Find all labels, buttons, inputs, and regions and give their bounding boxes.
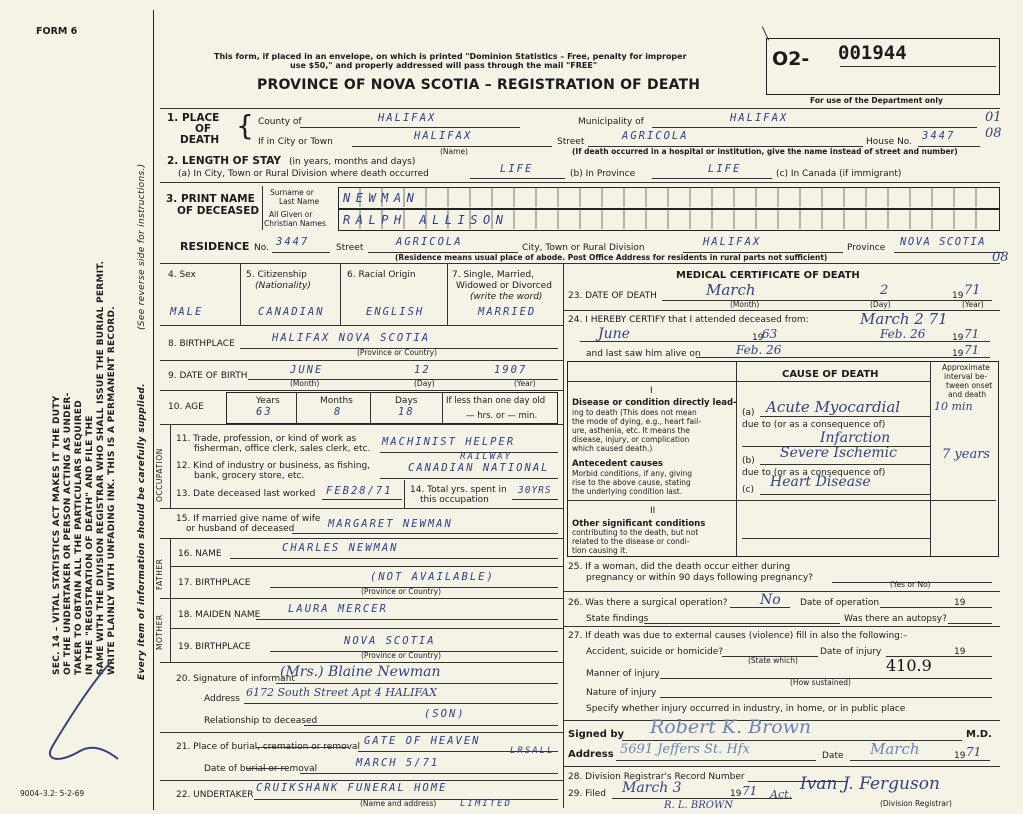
dod-year-sub: (Year) bbox=[962, 300, 984, 309]
birthplace-sub: (Province or Country) bbox=[357, 348, 437, 357]
age-label: 10. AGE bbox=[168, 402, 204, 412]
industry-label-2: bank, grocery store, etc. bbox=[194, 471, 305, 481]
last-worked-value: FEB28/71 bbox=[326, 485, 393, 497]
mother-name-label: 18. MAIDEN NAME bbox=[178, 610, 261, 620]
antecedent-3: rise to the above cause, stating bbox=[572, 478, 691, 487]
attend-from-year: 63 bbox=[762, 327, 778, 341]
dob-month-sub: (Month) bbox=[290, 379, 320, 388]
residence-label: RESIDENCE bbox=[180, 240, 250, 253]
stay-sub: (in years, months and days) bbox=[289, 157, 416, 167]
side-note-8: (See reverse side for instructions.) bbox=[137, 163, 147, 330]
approx-label-4: and death bbox=[948, 390, 987, 399]
approx-label: Approximate bbox=[942, 363, 990, 372]
side-note-3: TAKER TO OBTAIN ALL THE PARTICULARS REQUIRED bbox=[74, 399, 84, 675]
q27-label: 27. If death was due to external causes (violence) fill in also the following:– bbox=[568, 631, 908, 641]
marital-label-2: Widowed or Divorced bbox=[456, 281, 552, 291]
dob-label: 9. DATE OF BIRTH bbox=[168, 371, 248, 381]
registrar-sub: (Division Registrar) bbox=[880, 799, 952, 808]
informant-sig-label: 20. Signature of informant bbox=[176, 674, 295, 684]
physician-address-label: Address bbox=[568, 749, 614, 760]
dept-use-note: For use of the Department only bbox=[810, 96, 943, 105]
relation-label: Relationship to deceased bbox=[204, 716, 318, 726]
approx-label-3: tween onset bbox=[946, 381, 993, 390]
residence-note: (Residence means usual place of abode. Post Office Address for residents in rural parts not sufficient) bbox=[395, 253, 828, 262]
physician-address: 5691 Jeffers St. Hfx bbox=[620, 742, 750, 757]
last-saw-year: 71 bbox=[964, 343, 980, 357]
envelope-note-2: use $50," and properly addressed will pass through the mail "FREE" bbox=[290, 61, 597, 70]
house-value: 3447 bbox=[922, 130, 956, 142]
age-months-label: Months bbox=[320, 396, 353, 406]
registrar-record-label: 28. Division Registrar's Record Number bbox=[568, 772, 745, 782]
code-410: 410.9 bbox=[886, 656, 932, 675]
less-day-value: — hrs. or — min. bbox=[466, 411, 538, 421]
trade-label: 11. Trade, profession, or kind of work as bbox=[176, 434, 357, 444]
residence-province-label: Province bbox=[847, 243, 886, 253]
filed-label: 29. Filed bbox=[568, 789, 606, 799]
injury-19: 19 bbox=[954, 647, 966, 657]
years-spent-label-2: this occupation bbox=[420, 495, 489, 505]
column-divider bbox=[563, 263, 564, 808]
cert-date-value: March bbox=[870, 740, 920, 758]
dob-day-sub: (Day) bbox=[414, 379, 435, 388]
op-19: 19 bbox=[954, 598, 966, 608]
registrar-prefix: Act. bbox=[770, 788, 793, 801]
burial-date-value: MARCH 5/71 bbox=[356, 757, 440, 769]
autopsy-label: Was there an autopsy? bbox=[844, 614, 947, 624]
dob-year-sub: (Year) bbox=[514, 379, 536, 388]
informant-address: 6172 South Street Apt 4 HALIFAX bbox=[246, 686, 437, 699]
dod-year-value: 71 bbox=[964, 283, 981, 298]
last-saw-label: and last saw him alive on bbox=[586, 349, 701, 359]
residence-province-value: NOVA SCOTIA bbox=[900, 236, 987, 248]
racial-label: 6. Racial Origin bbox=[347, 270, 416, 280]
envelope-note: This form, if placed in an envelope, on which is printed "Dominion Statistics – Free, penalty for improper bbox=[214, 52, 687, 61]
father-birth-value: (NOT AVAILABLE) bbox=[370, 571, 495, 583]
relation-value: (SON) bbox=[424, 708, 466, 720]
side-note-2: OF THE UNDERTAKER OR PERSON ACTING AS UNDER- bbox=[63, 392, 73, 675]
cert-19: 19 bbox=[954, 751, 966, 761]
mother-name-value: LAURA MERCER bbox=[288, 603, 388, 615]
state-which-sub: (State which) bbox=[748, 656, 798, 665]
form-title: PROVINCE OF NOVA SCOTIA – REGISTRATION OF DEATH bbox=[257, 77, 701, 93]
street-label: Street bbox=[557, 137, 585, 147]
q26-answer: No bbox=[760, 592, 781, 608]
reg-prefix: O2- bbox=[772, 48, 810, 70]
trade-label-2: fisherman, office clerk, sales clerk, etc. bbox=[194, 444, 371, 454]
cause-b-value: Severe Ischemic bbox=[780, 445, 897, 461]
father-birth-label: 17. BIRTHPLACE bbox=[178, 578, 251, 588]
residence-street-label: Street bbox=[336, 243, 364, 253]
side-note-7: Every item of information should be carefully supplied. bbox=[137, 383, 147, 680]
undertaker-sub: (Name and address) bbox=[360, 799, 437, 808]
form-code: 9004–3.2: 5-2-69 bbox=[20, 789, 85, 798]
cause-b-label: (b) bbox=[742, 456, 755, 466]
racial-value: ENGLISH bbox=[366, 306, 425, 318]
attend-to-19: 19 bbox=[952, 333, 964, 343]
direct-cause-label: Disease or condition directly lead- bbox=[572, 398, 737, 408]
other-conditions-label: Other significant conditions bbox=[572, 519, 706, 529]
cert-year: 71 bbox=[966, 745, 982, 759]
dod-month-sub: (Month) bbox=[730, 300, 760, 309]
marital-label: 7. Single, Married, bbox=[452, 270, 534, 280]
physician-signature: Robert K. Brown bbox=[650, 716, 812, 738]
sex-label: 4. Sex bbox=[168, 270, 196, 280]
side-note-4: IN THE "REGISTRATION OF DEATH" AND FILE THE bbox=[85, 415, 95, 675]
surname-label: Surname or bbox=[270, 188, 314, 197]
part-two-label: II bbox=[650, 506, 656, 516]
specify-label: Specify whether injury occurred in industry, in home, or in public place bbox=[586, 704, 906, 714]
registrar-signature: Ivan J. Ferguson bbox=[800, 774, 940, 794]
county-value: HALIFAX bbox=[378, 112, 437, 124]
filed-value: March 3 bbox=[622, 780, 682, 796]
direct-cause-2: ing to death (This does not mean bbox=[572, 408, 697, 417]
birthplace-value: HALIFAX NOVA SCOTIA bbox=[272, 332, 431, 344]
approx-label-2: interval be- bbox=[944, 372, 988, 381]
surname-label-2: Last Name bbox=[279, 197, 320, 206]
direct-cause-5: disease, injury, or complication bbox=[572, 435, 690, 444]
stay-province-label: (b) In Province bbox=[570, 169, 636, 179]
attend-from-value: June bbox=[598, 326, 630, 342]
age-days-value: 18 bbox=[398, 406, 415, 418]
residence-city-value: HALIFAX bbox=[703, 236, 762, 248]
antecedent-4: the underlying condition last. bbox=[572, 487, 683, 496]
direct-cause-6: which caused death.) bbox=[572, 444, 653, 453]
sex-value: MALE bbox=[170, 306, 204, 318]
direct-cause-3: the mode of dying, e.g., heart fail- bbox=[572, 417, 701, 426]
mother-birth-value: NOVA SCOTIA bbox=[344, 635, 436, 647]
cause-title: CAUSE OF DEATH bbox=[782, 369, 879, 380]
trade-value: MACHINIST HELPER bbox=[382, 436, 516, 448]
age-years-label: Years bbox=[256, 396, 280, 406]
side-note-5: SAME WITH THE DIVISION REGISTRAR WHO SHALL ISSUE THE BURIAL PERMIT. bbox=[96, 260, 106, 675]
father-name-value: CHARLES NEWMAN bbox=[282, 542, 399, 554]
given-value: RALPH ALLISON bbox=[343, 213, 509, 227]
marital-label-3: (write the word) bbox=[470, 292, 543, 302]
attend-to-year: 71 bbox=[964, 327, 980, 341]
findings-label: State findings bbox=[586, 614, 649, 624]
industry-value: RAILWAY bbox=[460, 452, 512, 462]
place-code-2: 08 bbox=[985, 126, 1002, 141]
handwritten-initial bbox=[30, 655, 125, 770]
birthplace-label: 8. BIRTHPLACE bbox=[168, 339, 235, 349]
burial-date-label: Date of burial or removal bbox=[204, 764, 318, 774]
last-worked-label: 13. Date deceased last worked bbox=[176, 489, 316, 499]
occupation-section-label: OCCUPATION bbox=[155, 448, 164, 502]
op-date-label: Date of operation bbox=[800, 598, 880, 608]
brace: { bbox=[236, 109, 254, 142]
spouse-value: MARGARET NEWMAN bbox=[328, 518, 453, 530]
bottom-name: R. L. BROWN bbox=[664, 800, 733, 811]
age-years-value: 63 bbox=[256, 406, 273, 418]
less-day-label: If less than one day old bbox=[446, 396, 546, 406]
surname-value: NEWMAN bbox=[343, 191, 420, 205]
undertaker-value-2: LIMITED bbox=[460, 799, 512, 809]
form-number: FORM 6 bbox=[36, 26, 78, 37]
municipality-value: HALIFAX bbox=[730, 112, 789, 124]
given-label: All Given or bbox=[269, 210, 313, 219]
last-saw-value: Feb. 26 bbox=[736, 343, 782, 357]
burial-place-label: 21. Place of burial, cremation or removal bbox=[176, 742, 360, 752]
mother-birth-label: 19. BIRTHPLACE bbox=[178, 642, 251, 652]
cert-date-label: Date bbox=[822, 751, 844, 761]
accident-label: Accident, suicide or homicide? bbox=[586, 647, 724, 657]
dob-year-value: 1907 bbox=[494, 364, 528, 376]
name-label: 3. PRINT NAME bbox=[166, 193, 255, 205]
citizenship-label: 5. Citizenship bbox=[246, 270, 307, 280]
hospital-note: (If death occurred in a hospital or institution, give the name instead of street and number) bbox=[572, 147, 958, 156]
cause-a-label: (a) bbox=[742, 408, 755, 418]
citizenship-value: CANADIAN bbox=[258, 306, 325, 318]
attend-to-date: Feb. 26 bbox=[880, 327, 926, 341]
burial-strike bbox=[256, 747, 348, 748]
medical-title: MEDICAL CERTIFICATE OF DEATH bbox=[676, 270, 860, 281]
manner-label: Manner of injury bbox=[586, 669, 660, 679]
mother-section-label: MOTHER bbox=[155, 614, 164, 650]
father-name-label: 16. NAME bbox=[178, 549, 222, 559]
dob-month-value: JUNE bbox=[290, 364, 324, 376]
left-margin-rule bbox=[153, 10, 154, 810]
industry-value-2: CANADIAN NATIONAL bbox=[408, 462, 550, 474]
stay-city-value: LIFE bbox=[500, 163, 534, 175]
place-death-label: DEATH bbox=[180, 134, 220, 146]
place-code-1: 01 bbox=[985, 110, 1002, 125]
citizenship-sub: (Nationality) bbox=[255, 281, 311, 291]
name-label-2: OF DECEASED bbox=[177, 205, 260, 217]
given-label-2: Christian Names bbox=[264, 219, 326, 228]
county-label: County of bbox=[258, 117, 302, 127]
undertaker-label: 22. UNDERTAKER bbox=[176, 790, 254, 800]
informant-signature: (Mrs.) Blaine Newman bbox=[280, 664, 441, 680]
antecedent-label: Antecedent causes bbox=[572, 459, 663, 469]
dob-day-value: 12 bbox=[414, 364, 431, 376]
due-to-a: due to (or as a consequence of) bbox=[742, 420, 886, 430]
years-spent-value: 30YRS bbox=[518, 485, 552, 496]
undertaker-value: CRUIKSHANK FUNERAL HOME bbox=[256, 782, 448, 794]
how-sub: (How sustained) bbox=[790, 678, 851, 687]
street-value: AGRICOLA bbox=[622, 130, 689, 142]
dod-19: 19 bbox=[952, 291, 964, 301]
residence-code: 08 bbox=[992, 250, 1009, 265]
last-saw-19: 19 bbox=[952, 349, 964, 359]
signed-by-label: Signed by bbox=[568, 729, 625, 740]
burial-place-value: GATE OF HEAVEN bbox=[364, 735, 481, 747]
stay-province-value: LIFE bbox=[708, 163, 742, 175]
industry-label: 12. Kind of industry or business, as fishing, bbox=[176, 461, 371, 471]
informant-address-label: Address bbox=[204, 694, 240, 704]
spouse-label-2: or husband of deceased bbox=[186, 524, 295, 534]
burial-date-strike bbox=[246, 768, 288, 769]
side-note-6: WRITE PLAINLY WITH UNFADING INK. THIS IS A PERMANENT RECORD. bbox=[107, 306, 117, 675]
mother-birth-sub: (Province or Country) bbox=[361, 651, 441, 660]
stay-city-label: (a) In City, Town or Rural Division where death occurred bbox=[178, 169, 429, 179]
md-label: M.D. bbox=[966, 729, 992, 740]
direct-cause-4: ure, asthenia, etc. It means the bbox=[572, 426, 690, 435]
stay-canada-label: (c) In Canada (if immigrant) bbox=[776, 169, 902, 179]
reg-number: 001944 bbox=[838, 42, 907, 64]
marital-value: MARRIED bbox=[478, 306, 537, 318]
other-4: tion causing it. bbox=[572, 546, 628, 555]
q25-label-2: pregnancy or within 90 days following pregnancy? bbox=[586, 573, 813, 583]
yes-no-sub: (Yes or No) bbox=[890, 580, 931, 589]
q25-label: 25. If a woman, did the death occur either during bbox=[568, 562, 791, 572]
stay-label: 2. LENGTH OF STAY bbox=[167, 155, 282, 167]
injury-date-label: Date of injury bbox=[820, 647, 882, 657]
dod-day-value: 2 bbox=[880, 283, 889, 298]
interval-a-value: 10 min bbox=[934, 400, 973, 413]
interval-b-value: 7 years bbox=[942, 447, 991, 462]
place-label: 1. PLACE bbox=[167, 112, 220, 124]
cause-a-value: Acute Myocardial bbox=[766, 398, 901, 416]
due-to-b: due to (or as a consequence of) bbox=[742, 468, 886, 478]
father-section-label: FATHER bbox=[155, 558, 164, 590]
place-of-label: OF bbox=[195, 123, 212, 135]
city-value: HALIFAX bbox=[414, 130, 473, 142]
filed-19: 19 bbox=[730, 789, 742, 799]
municipality-label: Municipality of bbox=[578, 117, 644, 127]
attend-19: 19 bbox=[752, 333, 764, 343]
city-name-sub: (Name) bbox=[440, 147, 468, 156]
spouse-label: 15. If married give name of wife bbox=[176, 514, 321, 524]
age-months-value: 8 bbox=[334, 406, 343, 418]
filed-year: 71 bbox=[742, 784, 758, 798]
residence-no-label: No. bbox=[254, 243, 269, 253]
cause-a2-value: Infarction bbox=[820, 430, 891, 446]
residence-no-value: 3447 bbox=[276, 236, 310, 248]
certify-label: 24. I HEREBY CERTIFY that I attended deceased from: bbox=[568, 315, 809, 325]
other-3: related to the disease or condi- bbox=[572, 537, 690, 546]
age-days-label: Days bbox=[395, 396, 418, 406]
dod-day-sub: (Day) bbox=[870, 300, 891, 309]
city-label: If in City or Town bbox=[258, 137, 333, 147]
cause-c-label: (c) bbox=[742, 485, 754, 495]
attend-to-value: March 2 71 bbox=[860, 310, 948, 328]
cause-c-value: Heart Disease bbox=[770, 474, 871, 490]
father-birth-sub: (Province or Country) bbox=[361, 587, 441, 596]
burial-place-value-2: LRSALL bbox=[510, 746, 555, 756]
other-2: contributing to the death, but not bbox=[572, 528, 699, 537]
antecedent-2: Morbid conditions, if any, giving bbox=[572, 469, 693, 478]
q26-label: 26. Was there a surgical operation? bbox=[568, 598, 728, 608]
dod-label: 23. DATE OF DEATH bbox=[568, 291, 657, 301]
dod-month-value: March bbox=[706, 281, 756, 299]
residence-city-label: City, Town or Rural Division bbox=[522, 243, 645, 253]
house-label: House No. bbox=[866, 137, 913, 147]
residence-street-value: AGRICOLA bbox=[396, 236, 463, 248]
side-note-1: SEC. 14 – VITAL STATISTICS ACT MAKES IT THE DUTY bbox=[52, 395, 62, 675]
years-spent-label: 14. Total yrs. spent in bbox=[410, 485, 507, 495]
part-one-label: I bbox=[650, 386, 653, 396]
nature-label: Nature of injury bbox=[586, 688, 657, 698]
